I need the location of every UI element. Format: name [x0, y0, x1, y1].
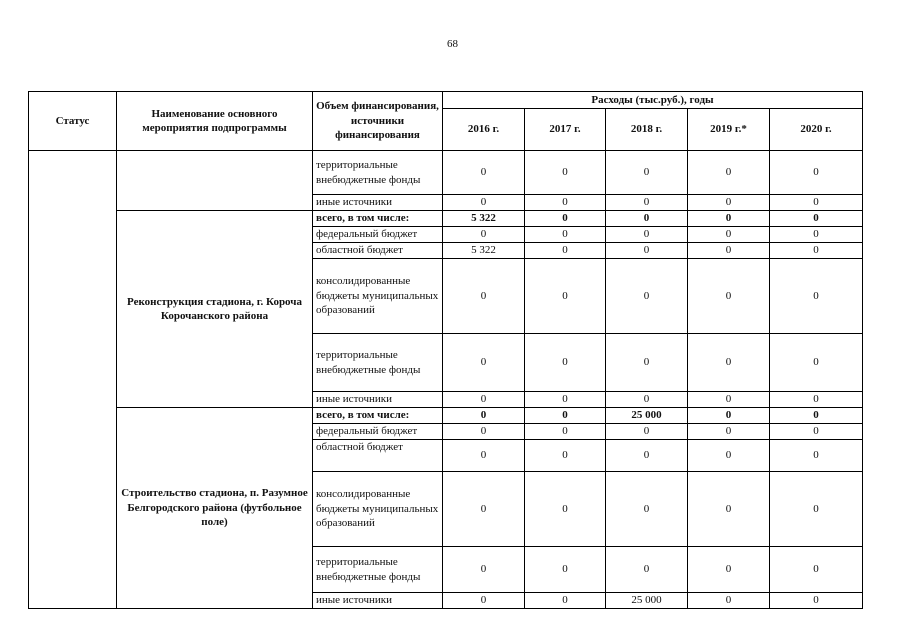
value-cell: 0	[525, 334, 606, 392]
value-cell: 0	[443, 195, 525, 211]
value-cell: 0	[688, 243, 770, 259]
value-cell: 0	[606, 547, 688, 593]
funding-source-cell: всего, в том числе:	[313, 408, 443, 424]
value-cell: 0	[525, 227, 606, 243]
value-cell: 0	[525, 593, 606, 609]
value-cell: 0	[606, 392, 688, 408]
value-cell: 0	[443, 392, 525, 408]
funding-source-cell: иные источники	[313, 593, 443, 609]
value-cell: 0	[770, 259, 863, 334]
value-cell: 0	[688, 408, 770, 424]
value-cell: 0	[688, 593, 770, 609]
funding-source-cell: всего, в том числе:	[313, 211, 443, 227]
year-header: 2020 г.	[770, 109, 863, 151]
value-cell: 0	[688, 195, 770, 211]
value-cell: 0	[606, 259, 688, 334]
table-row	[29, 151, 863, 195]
activity-cell: Строительство стадиона, п. Разумное Белгородского района (футбольное поле)	[117, 408, 313, 609]
value-cell: 0	[525, 195, 606, 211]
value-cell: 0	[606, 195, 688, 211]
value-cell: 5 322	[443, 211, 525, 227]
value-cell: 0	[606, 424, 688, 440]
funding-source-cell: иные источники	[313, 392, 443, 408]
value-cell: 0	[525, 472, 606, 547]
value-cell: 0	[770, 227, 863, 243]
expenses-header: Расходы (тыс.руб.), годы	[443, 92, 863, 109]
value-cell: 0	[525, 408, 606, 424]
value-cell: 5 322	[443, 243, 525, 259]
value-cell: 0	[443, 259, 525, 334]
page-number: 68	[447, 38, 458, 50]
year-header: 2018 г.	[606, 109, 688, 151]
value-cell: 0	[688, 424, 770, 440]
value-cell: 0	[770, 151, 863, 195]
value-cell: 0	[525, 243, 606, 259]
value-cell: 25 000	[606, 408, 688, 424]
activity-cell: Реконструкция стадиона, г. Короча Корочанского района	[117, 211, 313, 408]
value-cell: 0	[688, 472, 770, 547]
value-cell: 0	[606, 211, 688, 227]
value-cell: 0	[688, 392, 770, 408]
value-cell: 0	[770, 195, 863, 211]
value-cell: 0	[606, 472, 688, 547]
value-cell: 0	[443, 334, 525, 392]
funding-source-header: Объем финансирования, источники финансирования	[313, 92, 443, 151]
year-header: 2017 г.	[525, 109, 606, 151]
value-cell: 0	[770, 243, 863, 259]
value-cell: 0	[688, 440, 770, 472]
value-cell: 0	[443, 227, 525, 243]
value-cell: 0	[770, 424, 863, 440]
value-cell: 0	[525, 392, 606, 408]
value-cell: 0	[443, 547, 525, 593]
value-cell: 0	[443, 408, 525, 424]
funding-source-cell: областной бюджет	[313, 243, 443, 259]
value-cell: 0	[770, 211, 863, 227]
funding-source-cell: консолидированные бюджеты муниципальных образований	[313, 259, 443, 334]
value-cell: 0	[688, 547, 770, 593]
funding-source-cell: федеральный бюджет	[313, 424, 443, 440]
funding-source-cell: иные источники	[313, 195, 443, 211]
header-row	[29, 92, 863, 109]
value-cell: 0	[688, 259, 770, 334]
funding-source-cell: территориальные внебюджетные фонды	[313, 151, 443, 195]
year-header: 2016 г.	[443, 109, 525, 151]
value-cell: 0	[443, 472, 525, 547]
funding-source-cell: федеральный бюджет	[313, 227, 443, 243]
value-cell: 0	[770, 408, 863, 424]
value-cell: 0	[606, 440, 688, 472]
value-cell: 0	[443, 424, 525, 440]
value-cell: 0	[525, 547, 606, 593]
value-cell: 0	[688, 151, 770, 195]
value-cell: 0	[525, 211, 606, 227]
value-cell: 0	[606, 227, 688, 243]
year-header: 2019 г.*	[688, 109, 770, 151]
status-header: Статус	[29, 92, 117, 151]
value-cell: 0	[606, 243, 688, 259]
value-cell: 0	[688, 334, 770, 392]
funding-source-cell: территориальные внебюджетные фонды	[313, 334, 443, 392]
value-cell: 0	[443, 151, 525, 195]
funding-source-cell: областной бюджет	[313, 440, 443, 472]
value-cell: 0	[770, 392, 863, 408]
value-cell: 0	[525, 259, 606, 334]
table-row-total	[29, 211, 863, 227]
funding-source-cell: территориальные внебюджетные фонды	[313, 547, 443, 593]
value-cell: 0	[770, 440, 863, 472]
value-cell: 0	[606, 151, 688, 195]
value-cell: 0	[606, 334, 688, 392]
funding-table	[28, 91, 863, 609]
activity-header: Наименование основного мероприятия подпрограммы	[117, 92, 313, 151]
value-cell: 0	[770, 593, 863, 609]
value-cell: 0	[688, 227, 770, 243]
status-cell	[29, 151, 117, 609]
table-row-total	[29, 408, 863, 424]
value-cell: 0	[770, 472, 863, 547]
activity-cell-continued	[117, 151, 313, 211]
value-cell: 0	[443, 440, 525, 472]
value-cell: 0	[525, 151, 606, 195]
value-cell: 0	[525, 440, 606, 472]
value-cell: 0	[770, 547, 863, 593]
funding-source-cell: консолидированные бюджеты муниципальных образований	[313, 472, 443, 547]
value-cell: 0	[443, 593, 525, 609]
value-cell: 25 000	[606, 593, 688, 609]
value-cell: 0	[688, 211, 770, 227]
value-cell: 0	[525, 424, 606, 440]
value-cell: 0	[770, 334, 863, 392]
